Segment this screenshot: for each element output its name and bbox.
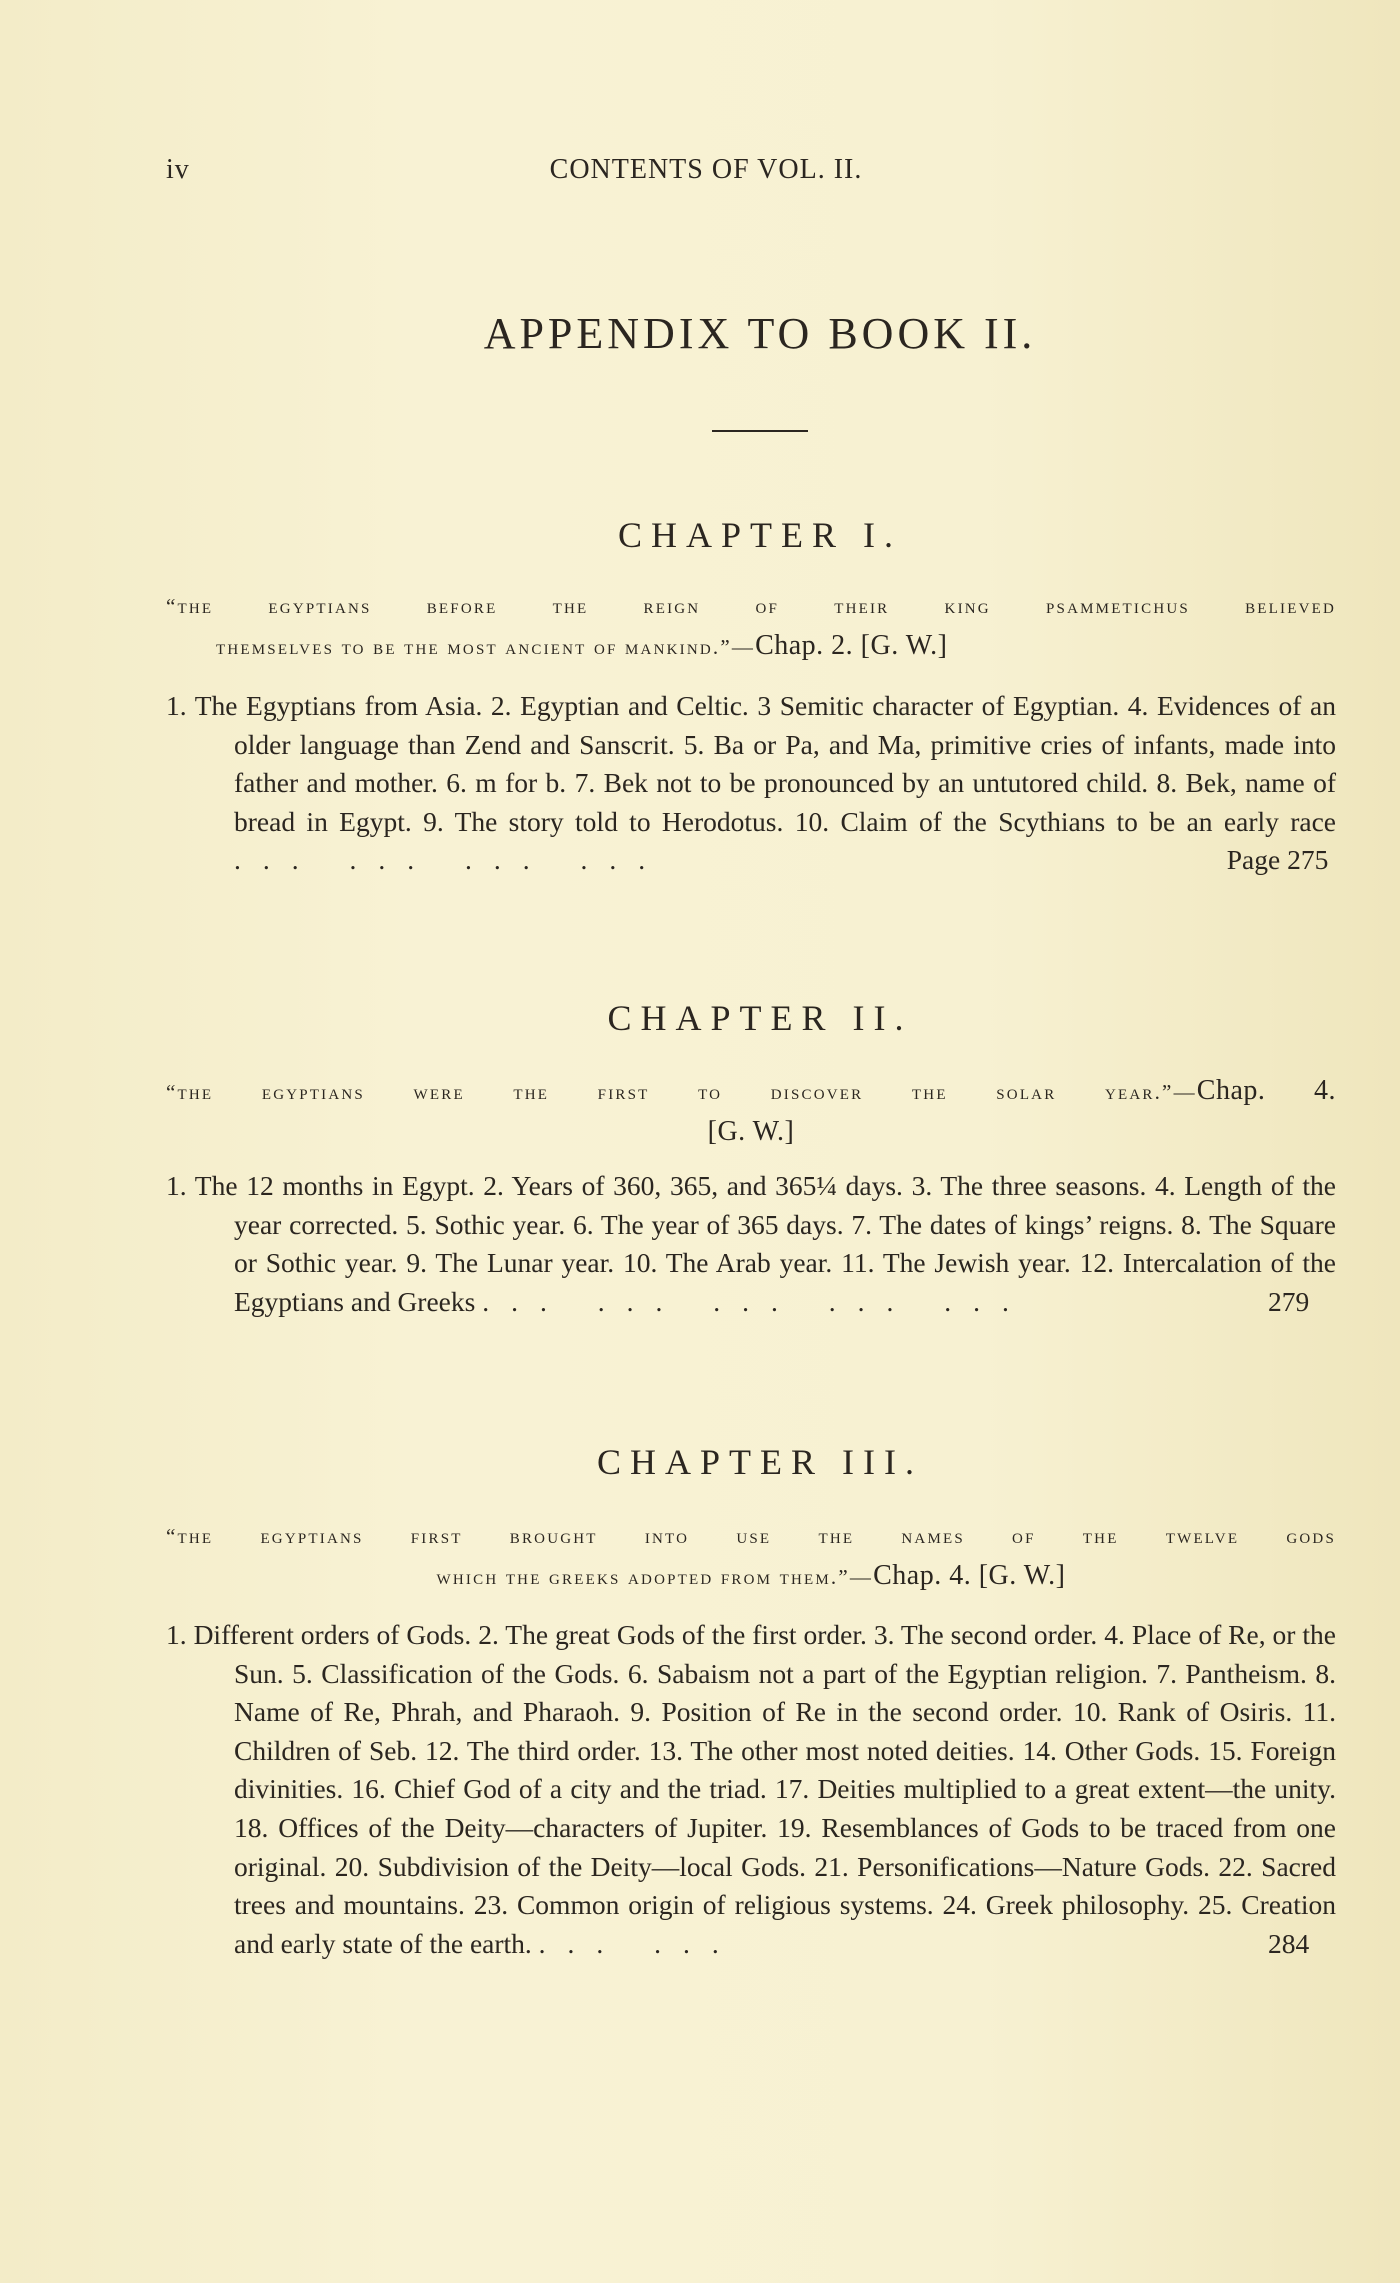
chapter-3-heading: CHAPTER III. — [597, 1442, 923, 1482]
chapter-2-contents: 1. The 12 months in Egypt. 2. Years of 360, 365, and 365¼ days. 3. The three seasons. 4. Length of the year corrected. 5. Sothic year. 6. The year of 365 days. 7. The dates of kings’ reigns. 8. The Square or Sothic year. 9. The Lunar year. 10. The Arab year. 11. The Jewish year. 12. Intercalation of the Egyptians and Greeks ... ... ... ... ... 279 — [166, 1170, 1336, 1317]
chapter-1-heading: CHAPTER I. — [617, 515, 902, 555]
running-title: CONTENTS OF VOL. II. — [549, 154, 863, 185]
chapter-2-ref-line-2: [G. W.] — [707, 1116, 795, 1147]
chapter-3-quote — [166, 1516, 1336, 1597]
chapter-3-contents: 1. Different orders of Gods. 2. The great Gods of the first order. 3. The second order. 4. Place of Re, or the Sun. 5. Classification of the Gods. 6. Sabaism not a part of the Egyptian religion. 7. Pantheism. 8. Name of Re, Phrah, and Pharaoh. 9. Position of Re in the second order. 10. Rank of Osiris. 11. Children of Seb. 12. The third order. 13. The other most noted deities. 14. Other Gods. 15. Foreign divinities. 16. Chief God of a city and the triad. 17. Deities multiplied to a great extent—the unity. 18. Offices of the Deity—characters of Jupiter. 19. Resemblances of Gods to be traced from one original. 20. Subdivision of the Deity—local Gods. 21. Personifications—Nature Gods. 22. Sacred trees and mountains. 23. Common origin of religious systems. 24. Greek philosophy. 25. Creation and early state of the earth. ... ... 284 — [166, 1619, 1336, 1959]
chapter-1-quote — [166, 586, 1336, 667]
chapter-1-text: 1. The Egyptians from Asia. 2. Egyptian and Celtic. 3 Semitic character of Egyptian. 4. Evidences of an older language than Zend and Sanscrit. 5. Ba or Pa, and Ma, primitive cries of infants, made into father and mother. 6. m for b. 7. Bek not to be pronounced by an untutored child. 8. Bek, name of bread in Egypt. 9. The story told to Herodotus. 10. Claim of the Scythians to be an early race — [166, 690, 1336, 837]
chapter-1-page: Page 275 — [1226, 844, 1329, 876]
chapter-2-quote-line-1: “the egyptians were the first to discover the solar year.”— — [166, 1080, 1197, 1104]
chapter-1-leaders: ... ... ... ... — [234, 844, 668, 876]
chapter-1-contents — [166, 687, 1336, 880]
folio-number: iv — [166, 154, 190, 185]
chapter-2-leaders: ... ... ... ... ... — [482, 1285, 1031, 1317]
chapter-1-quote-line-2: themselves to be the most ancient of mankind.”— — [216, 635, 756, 659]
chapter-3-ref: Chap. 4. [G. W.] — [873, 1560, 1066, 1591]
chapter-3-text: 1. Different orders of Gods. 2. The great Gods of the first order. 3. The second order. 4. Place of Re, or the Sun. 5. Classification of the Gods. 6. Sabaism not a part of the Egyptian religion. 7. Pantheism. 8. Name of Re, Phrah, and Pharaoh. 9. Position of Re in the second order. 10. Rank of Osiris. 11. Children of Seb. 12. The third order. 13. The other most noted deities. 14. Other Gods. 15. Foreign divinities. 16. Chief God of a city and the triad. 17. Deities multiplied to a great extent—the unity. 18. Offices of the Deity—characters of Jupiter. 19. Resemblances of Gods to be traced from one original. 20. Subdivision of the Deity—local Gods. 21. Personifications—Nature Gods. 22. Sacred trees and mountains. 23. Common origin of religious systems. 24. Greek philosophy. 25. Creation and early state of the earth. — [166, 1619, 1336, 1959]
chapter-2-text: 1. The 12 months in Egypt. 2. Years of 360, 365, and 365¼ days. 3. The three seasons. 4. Length of the year corrected. 5. Sothic year. 6. The year of 365 days. 7. The dates of kings’ reigns. 8. The Square or Sothic year. 9. The Lunar year. 10. The Arab year. 11. The Jewish year. 12. Intercalation of the Egyptians and Greeks — [166, 1170, 1336, 1317]
chapter-1-quote-line-1: “the egyptians before the reign of their king psammetichus believed — [166, 594, 1336, 618]
chapter-3-quote-line-1: “the egyptians first brought into use the names of the twelve gods — [166, 1524, 1336, 1548]
chapter-3-quote-line-2: which the greeks adopted from them.”— — [436, 1565, 874, 1589]
section-rule — [712, 430, 808, 432]
appendix-title: APPENDIX TO BOOK II. — [483, 309, 1037, 358]
chapter-2-ref: Chap. 4. — [1196, 1075, 1336, 1106]
chapter-2-quote — [166, 1071, 1336, 1153]
chapter-1-ref: Chap. 2. [G. W.] — [755, 630, 948, 661]
chapter-2-heading: CHAPTER II. — [607, 998, 913, 1038]
chapter-3-leaders: ... ... — [538, 1927, 741, 1959]
